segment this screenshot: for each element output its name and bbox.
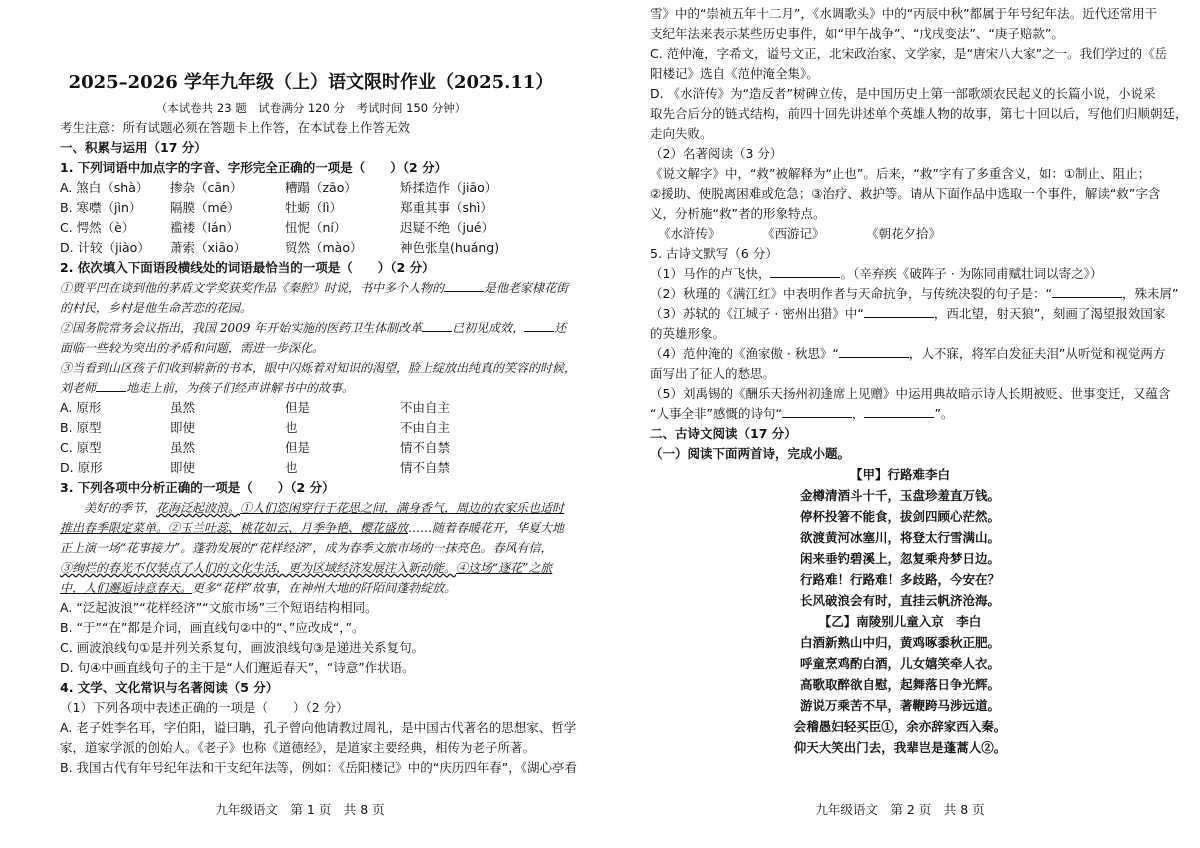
option-item: D. 计较（jiào） — [60, 240, 150, 255]
answer-blank — [96, 391, 126, 392]
question-2-passage-2 — [60, 318, 567, 338]
poem-a — [650, 485, 1150, 611]
option-item: 虽然 — [170, 440, 196, 455]
option-item: 情不自禁 — [400, 440, 451, 455]
question-5-4 — [650, 344, 1166, 364]
option-continued: 雪》中的“崇祯五年十二月”，《水调歌头》中的“丙辰中秋”都属于年号纪年法。近代还常用干 — [650, 6, 1158, 21]
poem-line: 长风破浪会有时，直挂云帆济沧海。 — [799, 593, 1000, 608]
option-item: 迟疑不绝（jué） — [400, 220, 495, 235]
question-text: （5）刘禹锡的《酬乐天扬州初逢席上见赠》中运用典故暗示诗人长期被贬、世事变迁，又蕴含 — [650, 386, 1171, 401]
option-row — [60, 398, 562, 418]
book-title: 《水浒传》 — [658, 226, 721, 241]
option-item: C. 原型 — [60, 440, 102, 455]
option: C. 画波浪线句①是并列关系复句，画波浪线句③是递进关系复句。 — [60, 640, 425, 655]
option-row — [60, 218, 562, 238]
option: 走向失败。 — [650, 126, 713, 141]
passage-text: 更多“花样”故事，在神州大地的阡陌间蓬勃绽放。 — [192, 581, 457, 595]
underlined-sentence: 推出春季限定菜单。 — [60, 521, 169, 535]
option: C. 范仲淹，字希文，谥号文正，北宋政治家、文学家，是“唐宋八大家”之一。我们学过的《岳 — [650, 46, 1168, 61]
poem-line: 呼童烹鸡酌白酒，儿女嬉笑牵人衣。 — [799, 656, 1000, 671]
passage-text: 的村民，乡村是他生命苦恋的花园。 — [60, 301, 253, 315]
passage-text: 正上演一场“花事接力”。蓬勃发展的“花样经济”，成为春季文旅市场的一抹亮色。春风有信， — [60, 541, 553, 555]
question-text: ②援助、使脱离困难或危急；③治疗、救护等。请从下面作品中选取一个事件，解读“救”字含 — [650, 186, 1161, 201]
option-item: 糟蹋（zāo） — [285, 180, 357, 195]
question-text: （4）范仲淹的《渔家傲 · 秋思》“ — [650, 346, 839, 361]
question-1-options — [60, 178, 562, 258]
question-4-1: （1）下列各项中表述正确的一项是（ ）（2 分） — [60, 700, 349, 715]
option-item: 不由自主 — [400, 420, 451, 435]
question-3-passage — [60, 518, 565, 538]
option-item: 即使 — [170, 460, 196, 475]
question-text: ，西北望，射天狼”，刻画了渴望报效国家 — [933, 306, 1166, 321]
underlined-sentence: ①人们恣闲穿行于花思之间，满身香气，周边的农家乐也适时 — [240, 501, 565, 515]
question-text: 《说文解字》中，“救”被解释为“止也”。后来，“救”字有了多重含义，如：①制止、阻止； — [650, 166, 1151, 181]
question-text: ，人不寐，将军白发征夫泪”从听觉和视觉两方 — [908, 346, 1166, 361]
question-text: 的英雄形象。 — [650, 326, 726, 341]
passage-text: ③当看到山区孩子们收到崭新的书本，眼中闪烁着对知识的渴望，脸上绽放出纯真的笑容的时候， — [60, 361, 577, 375]
poem-line: 仰天大笑出门去，我辈岂是蓬蒿人②。 — [793, 740, 1007, 755]
option-row — [60, 458, 562, 478]
poem-line: 行路难！行路难！多歧路，今安在？ — [799, 572, 1000, 587]
question-3-passage — [60, 558, 562, 578]
poem-line: 游说万乘苦不早，著鞭跨马涉远道。 — [799, 698, 1000, 713]
option-item: 即使 — [170, 420, 196, 435]
passage-text: 地走上前，为孩子们经声讲解书中的故事。 — [126, 381, 355, 395]
passage-text: ……随着春暖花开，华夏大地 — [408, 521, 565, 535]
option-row — [60, 238, 562, 258]
question-3-passage — [60, 578, 562, 598]
option: 家，道家学派的创始人。《老子》也称《道德经》，是道家主要经典，相传为老子所著。 — [60, 740, 536, 755]
question-text: 面写出了征人的愁思。 — [650, 366, 776, 381]
option-row — [60, 418, 562, 438]
answer-blank — [864, 417, 934, 418]
option-item: C. 愕然（è） — [60, 220, 135, 235]
book-title: 《西游记》 — [761, 226, 825, 241]
question-text: ”。 — [934, 406, 954, 421]
poem-line: 金樽清酒斗十千，玉盘珍羞直万钱。 — [799, 488, 1000, 503]
option-item: 但是 — [285, 400, 311, 415]
answer-blank — [782, 417, 852, 418]
option-item: A. 煞白（shà） — [60, 180, 149, 195]
poem-line: 高歌取醉欲自慰，起舞落日争光辉。 — [799, 677, 1000, 692]
question-text: ， — [851, 406, 865, 421]
exam-notice: 考生注意：所有试题必须在答题卡上作答，在本试卷上作答无效 — [60, 120, 411, 135]
question-5-3 — [650, 304, 1166, 324]
question-text: 义，分析施“救”者的形象特点。 — [650, 206, 826, 221]
option-item: B. 原型 — [60, 420, 102, 435]
question-3: 3. 下列各项中分析正确的一项是（ ）（2 分） — [60, 480, 335, 495]
question-2-passage-1 — [60, 278, 569, 298]
passage-text: 面临一些较为突出的矛盾和问题，需进一步深化。 — [60, 341, 325, 355]
question-4-2: （2）名著阅读（3 分） — [650, 146, 783, 161]
option-item: 郑重其事（shì） — [400, 200, 493, 215]
question-text: 。（辛弃疾《破阵子 · 为陈同甫赋壮词以寄之》） — [840, 266, 1103, 281]
answer-blank — [1052, 297, 1122, 298]
option-item: 不由自主 — [400, 400, 451, 415]
option-item: 也 — [285, 460, 298, 475]
option-row — [60, 178, 562, 198]
question-2-options — [60, 398, 562, 478]
option-item: 褴褛（lán） — [170, 220, 240, 235]
question-2-passage-3 — [60, 378, 562, 398]
book-list — [650, 224, 1150, 244]
answer-blank — [422, 331, 452, 332]
exam-page-2 — [600, 0, 1200, 848]
option: B. “于”“在”都是介词，画直线句②中的“、”应改成“，”。 — [60, 620, 365, 635]
poem-line: 白酒新熟山中归，黄鸡啄黍秋正肥。 — [799, 635, 1000, 650]
question-5-2 — [650, 284, 1179, 304]
question-text: （3）苏轼的《江城子 · 密州出猎》中“ — [650, 306, 864, 321]
passage-text: 还 — [554, 321, 567, 335]
answer-blank — [444, 291, 484, 292]
option-row — [60, 438, 562, 458]
answer-blank — [839, 357, 909, 358]
option-item: 萧索（xiāo） — [170, 240, 247, 255]
question-5: 5. 古诗文默写（6 分） — [650, 246, 778, 261]
poem-line: 会稽愚妇轻买臣①，余亦辞家西入秦。 — [793, 719, 1007, 734]
option-item: D. 原形 — [60, 460, 103, 475]
option-item: 贸然（mào） — [285, 240, 363, 255]
option: A. “泛起波浪”“花样经济”“文旅市场”三个短语结构相同。 — [60, 600, 378, 615]
answer-blank — [770, 277, 840, 278]
passage-text: ②国务院常务会议指出，我国 2009 年开始实施的医药卫生体制改革 — [60, 321, 423, 335]
page-title: 2025–2026 学年九年级（上）语文限时作业（2025.11） — [68, 72, 554, 93]
passage-text: 刘老师 — [60, 381, 97, 395]
poem-line: 闲来垂钓碧溪上，忽复乘舟梦日边。 — [799, 551, 1000, 566]
page-footer: 九年级语文 第 1 页 共 8 页 — [215, 802, 385, 817]
poem-line: 欲渡黄河冰塞川，将登太行雪满山。 — [799, 530, 1000, 545]
wavy-sentence: ③绚烂的春光不仅装点了人们的文化生活，更为区域经济发展注入新动能。 — [60, 561, 457, 575]
option-item: 神色张皇(huáng) — [400, 240, 500, 255]
poem-a-title: 【甲】行路难李白 — [849, 467, 950, 482]
option-item: 牡蛎（lì） — [285, 200, 342, 215]
option-item: 也 — [285, 420, 298, 435]
option-item: 忸怩（ní） — [285, 220, 347, 235]
question-4: 4. 文学、文化常识与名著阅读（5 分） — [60, 680, 279, 695]
passage-text: 已初见成效， — [452, 321, 525, 335]
poem-b — [650, 632, 1150, 758]
option-item: B. 寒噤（jìn） — [60, 200, 142, 215]
section-heading: 二、古诗文阅读（17 分） — [650, 426, 797, 441]
passage-text: 美好的季节， — [84, 501, 157, 515]
passage-text: ①贾平凹在谈到他的茅盾文学奖获奖作品《秦腔》时说，书中多个人物的 — [60, 281, 445, 295]
question-5-1 — [650, 264, 1150, 284]
option-item: 隔膜（mé） — [170, 200, 240, 215]
exam-info: （本试卷共 23 题 试卷满分 120 分 考试时间 150 分钟） — [155, 101, 467, 115]
option-item: 但是 — [285, 440, 311, 455]
option: 阳楼记》选自《范仲淹全集》。 — [650, 66, 819, 81]
poem-b-title: 【乙】南陵别儿童入京 李白 — [818, 614, 982, 629]
option-item: 矫揉造作（jiāo） — [400, 180, 498, 195]
question-3-passage — [60, 498, 565, 518]
question-text: “人事全非”感慨的诗句“ — [650, 406, 782, 421]
question-1: 1. 下列词语中加点字的字音、字形完全正确的一项是（ ）（2 分） — [60, 160, 448, 175]
answer-blank — [524, 331, 554, 332]
option-continued: 支纪年法来表示某些历史事件，如“甲午战争”、“戊戌变法”、“庚子赔款”。 — [650, 26, 1064, 41]
answer-blank — [864, 317, 934, 318]
option: 取先合后分的链式结构，前四十回先讲述单个英雄人物的故事，第七十回以后，写他们归顺朝廷， — [650, 106, 1188, 121]
option-item: 掺杂（cān） — [170, 180, 243, 195]
option-item: 虽然 — [170, 400, 196, 415]
book-title: 《朝花夕拾》 — [865, 226, 941, 241]
option: B. 我国古代有年号纪年法和干支纪年法等，例如：《岳阳楼记》中的“庆历四年春”，《湖心亭看 — [60, 760, 577, 775]
option: A. 老子姓李名耳，字伯阳，谥曰聃，孔子曾向他请教过周礼，是中国古代著名的思想家、哲学 — [60, 720, 577, 735]
page-footer: 九年级语文 第 2 页 共 8 页 — [815, 802, 985, 817]
option-row — [60, 198, 562, 218]
underlined-sentence: ②玉兰吐蕊、桃花如云、月季争艳、樱花盛放 — [168, 521, 409, 535]
poem-line: 停杯投箸不能食，拔剑四顾心茫然。 — [799, 509, 1000, 524]
option: D. 《水浒传》为“造反者”树碑立传，是中国历史上第一部歌颂农民起义的长篇小说，小说采 — [650, 86, 1156, 101]
option-item: A. 原形 — [60, 400, 102, 415]
underlined-sentence: 中，人们邂逅诗意春天。 — [60, 581, 193, 595]
question-5-5 — [650, 404, 1150, 424]
subsection-heading: （一）阅读下面两首诗，完成小题。 — [650, 446, 851, 461]
wavy-phrase: 花海泛起波浪。 — [156, 501, 241, 515]
section-heading: 一、积累与运用（17 分） — [60, 140, 207, 155]
question-text: ，殊未屑” — [1121, 286, 1179, 301]
underlined-sentence: ④这场“逐花”之旅 — [456, 561, 553, 575]
option-item: 情不自禁 — [400, 460, 451, 475]
question-text: （2）秋瑾的《满江红》中表明作者与天命抗争，与传统决裂的句子是：“ — [650, 286, 1052, 301]
question-2: 2. 依次填入下面语段横线处的词语最恰当的一项是（ ）（2 分） — [60, 260, 435, 275]
option: D. 句④中画直线句子的主干是“人们邂逅春天”，“诗意”作状语。 — [60, 660, 415, 675]
question-text: （1）马作的卢飞快， — [650, 266, 771, 281]
passage-text: 是他老家棣花街 — [484, 281, 569, 295]
